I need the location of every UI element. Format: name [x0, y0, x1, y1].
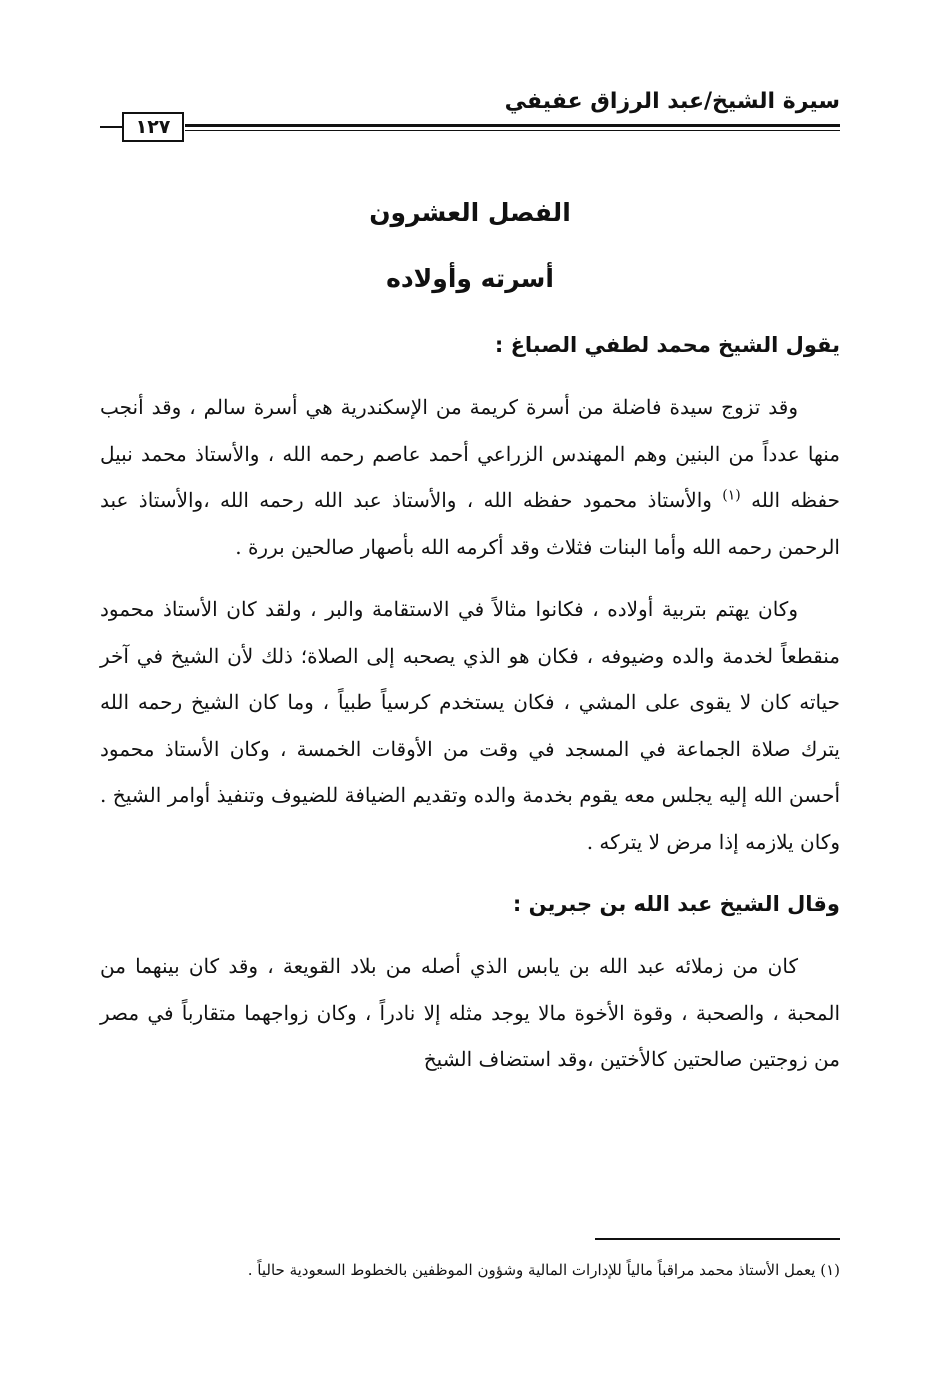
- paragraph-1: [100, 384, 840, 570]
- speaker-heading-1: يقول الشيخ محمد لطفي الصباغ :: [494, 333, 840, 357]
- page-header: [100, 82, 840, 152]
- chapter-title: الفصل العشرون: [369, 198, 571, 227]
- header-rule-thick: [185, 124, 840, 127]
- header-rule-thin: [185, 130, 840, 131]
- footnote-reference: (١): [722, 487, 741, 504]
- paragraph-1-part-a: وقد تزوج سيدة فاضلة من أسرة كريمة من الإسكندرية هي أسرة سالم ، وقد أنجب منها عدداً من البنين وهم المهندس الزراعي أحمد عاصم رحمه الله ، والأستاذ محمد نبيل حفظه الله: [100, 395, 841, 512]
- section-title: أسرته وأولاده: [386, 264, 554, 293]
- footnote-separator: [595, 1238, 840, 1240]
- speaker-heading-2: وقال الشيخ عبد الله بن جبرين :: [512, 892, 840, 916]
- paragraph-3: كان من زملائه عبد الله بن يابس الذي أصله من بلاد القويعة ، وقد كان بينهما من المحبة ، والصحبة ، وقوة الأخوة مالا يوجد مثله إلا نادراً ، وكان زواجهما متقارباً في مصر من زوجتين صالحتين كالأختين ،وقد استضاف الشيخ: [100, 954, 840, 1071]
- paragraph-1-part-b: والأستاذ محمود حفظه الله ، والأستاذ عبد الله رحمه الله ،والأستاذ عبد الرحمن رحمه الله وأما البنات فثلاث وقد أكرمه الله بأصهار صالحين بررة .: [100, 488, 840, 559]
- footnote: (١) يعمل الأستاذ محمد مراقباً مالياً للإدارات المالية وشؤون الموظفين بالخطوط السعودية حالياً .: [247, 1261, 840, 1279]
- paragraph-2: وكان يهتم بتربية أولاده ، فكانوا مثالاً في الاستقامة والبر ، ولقد كان الأستاذ محمود منقطعاً لخدمة والده وضيوفه ، فكان هو الذي يصحبه إلى الصلاة؛ ذلك لأن الشيخ في آخر حياته كان لا يقوى على المشي ، فكان يستخدم كرسياً طبياً ، وما كان الشيخ رحمه الله يترك صلاة الجماعة في المسجد في وقت من الأوقات الخمسة ، وكان الأستاذ محمود أحسن الله إليه يجلس معه يقوم بخدمة والده وتقديم الضيافة للضيوف وتنفيذ أوامر الشيخ . وكان يلازمه إذا مرض لا يتركه .: [100, 597, 840, 854]
- header-rule-stub: [100, 126, 122, 128]
- page-number: ١٢٧: [122, 112, 184, 142]
- body-text: [100, 322, 840, 1099]
- running-title: سيرة الشيخ/عبد الرزاق عفيفي: [504, 89, 840, 114]
